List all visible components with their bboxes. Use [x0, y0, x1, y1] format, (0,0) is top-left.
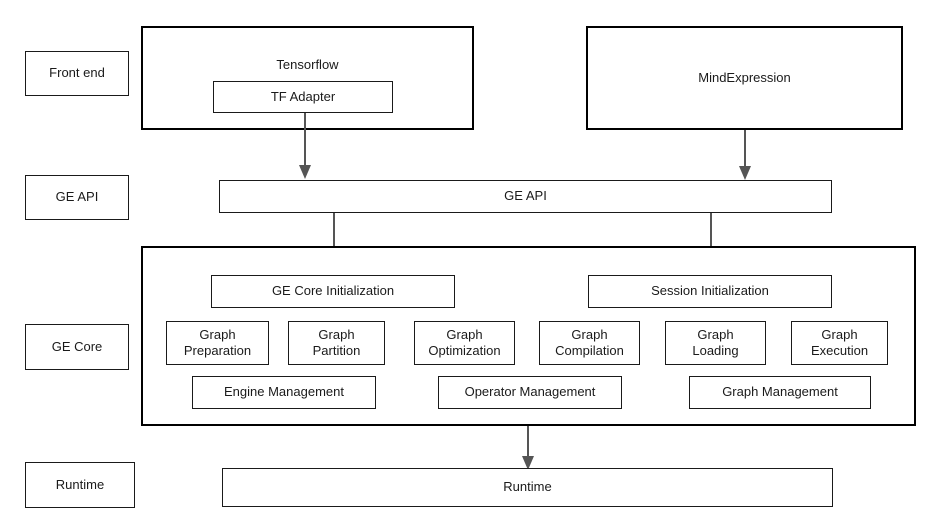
tf-adapter-box	[213, 81, 393, 113]
runtime-bar-label: Runtime	[503, 479, 552, 495]
module-graph-preparation	[166, 321, 269, 365]
module-graph-optimization	[414, 321, 515, 365]
module-graph-management-label: Graph Management	[722, 384, 838, 400]
module-graph-preparation-line2: Preparation	[183, 343, 252, 358]
layer-label-runtime	[25, 462, 135, 508]
module-graph-execution-line1: Graph	[821, 327, 858, 343]
ge-core-initialization-label: GE Core Initialization	[271, 283, 395, 299]
layer-label-front-end	[25, 51, 129, 96]
layer-label-front-end-text: Front end	[49, 65, 105, 81]
module-graph-optimization-line2: Optimization	[428, 343, 501, 358]
runtime-bar	[222, 468, 833, 507]
session-initialization-box	[588, 275, 832, 308]
module-graph-management	[689, 376, 871, 409]
module-graph-partition-line1: Graph	[318, 327, 355, 343]
module-operator-management-label: Operator Management	[464, 384, 596, 400]
module-graph-loading-line1: Graph	[697, 327, 734, 343]
module-graph-optimization-line1: Graph	[446, 327, 483, 343]
module-graph-partition	[288, 321, 385, 365]
layer-label-ge-core-text: GE Core	[51, 338, 103, 354]
layer-label-ge-core	[25, 324, 129, 370]
ge-api-bar-label: GE API	[504, 188, 547, 204]
layer-label-runtime-text: Runtime	[55, 476, 105, 492]
layer-label-ge-api-text: GE API	[55, 189, 99, 205]
layer-label-ge-api	[25, 175, 129, 220]
module-graph-compilation-line2: Compilation	[555, 343, 624, 358]
module-graph-compilation	[539, 321, 640, 365]
ge-api-bar	[219, 180, 832, 213]
module-graph-partition-line2: Partition	[312, 343, 361, 358]
mindexpression-container	[586, 26, 903, 130]
ge-core-initialization-box	[211, 275, 455, 308]
module-engine-management-label: Engine Management	[224, 384, 344, 400]
module-operator-management	[438, 376, 622, 409]
module-graph-execution-line2: Execution	[810, 343, 869, 358]
session-initialization-label: Session Initialization	[651, 283, 769, 299]
module-graph-loading-line2: Loading	[692, 343, 739, 358]
mindexpression-title: MindExpression	[698, 69, 791, 85]
module-graph-compilation-line1: Graph	[571, 327, 608, 343]
arrow-ge-core-to-runtime	[513, 426, 543, 472]
tensorflow-title: Tensorflow	[276, 57, 339, 72]
module-engine-management	[192, 376, 376, 409]
arrow-mindexpression-to-ge-api	[730, 130, 760, 182]
module-graph-loading	[665, 321, 766, 365]
module-graph-execution	[791, 321, 888, 365]
tf-adapter-label: TF Adapter	[270, 88, 336, 104]
module-graph-preparation-line1: Graph	[199, 327, 236, 343]
arrow-tf-adapter-to-ge-api	[290, 113, 320, 181]
